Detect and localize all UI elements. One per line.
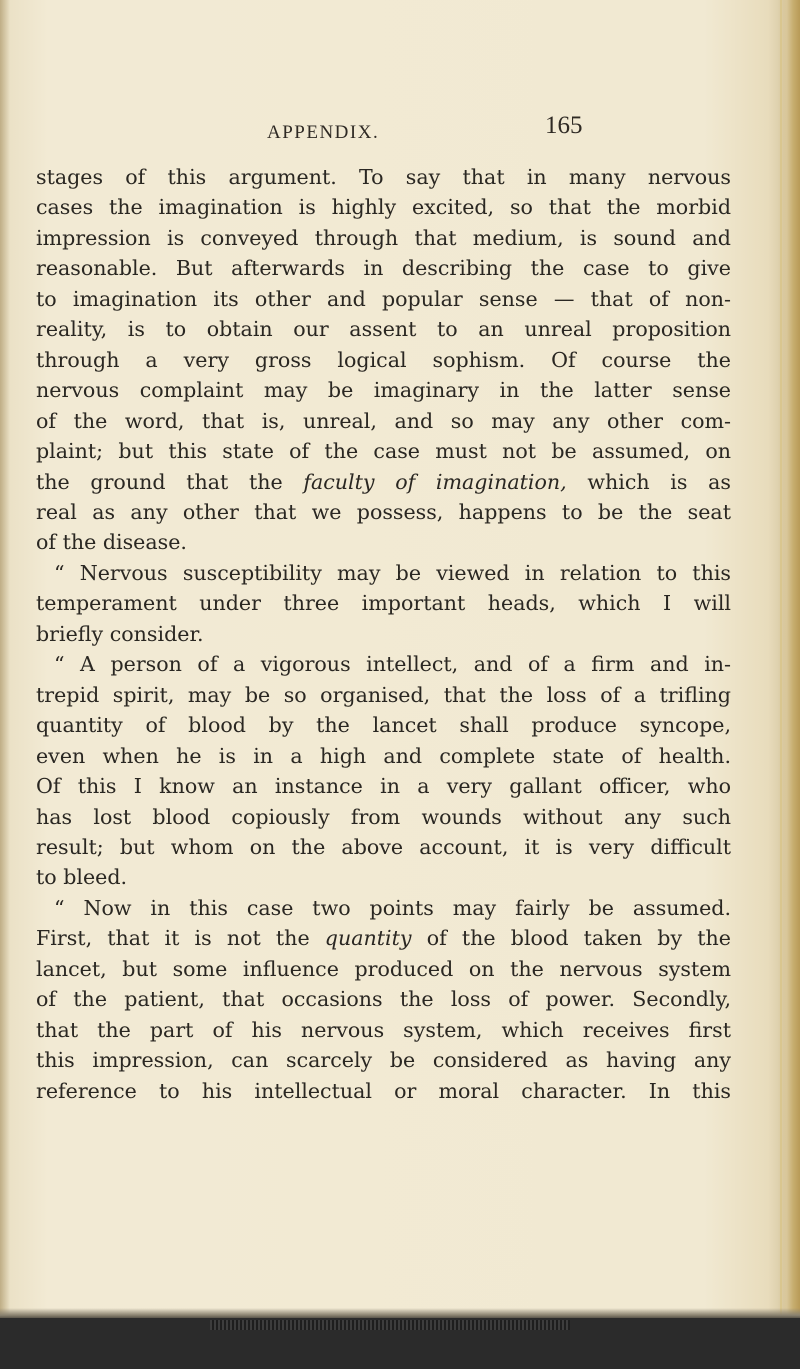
text-line: Of this I know an instance in a very gallant officer, who	[36, 774, 731, 799]
text-run: which is as	[566, 469, 731, 494]
text-line: reality, is to obtain our assent to an unreal proposition	[36, 317, 731, 342]
text-run: First, that it is not the	[36, 926, 325, 951]
text-line: of the patient, that occasions the loss of power. Secondly,	[36, 987, 731, 1012]
italic-phrase: faculty of imagination,	[303, 469, 567, 494]
text-line: has lost blood copiously from wounds without any such	[36, 804, 731, 829]
scan-bottom-grain	[210, 1320, 570, 1330]
text-line: even when he is in a high and complete state of health.	[36, 743, 731, 768]
text-line: quantity of blood by the lancet shall produce syncope,	[36, 713, 731, 738]
text-line: of the word, that is, unreal, and so may any other com-	[36, 408, 731, 433]
text-run: the ground that the	[36, 469, 304, 494]
text-line: stages of this argument. To say that in many nervous	[36, 165, 731, 189]
text-line: plaint; but this state of the case must not be assumed, on	[36, 439, 731, 464]
text-line: reference to his intellectual or moral character. In this	[36, 1078, 731, 1103]
page-header	[0, 112, 800, 152]
text-line: briefly consider.	[36, 621, 204, 646]
text-line: “ Nervous susceptibility may be viewed in relation to this	[54, 560, 731, 585]
text-line: this impression, can scarcely be considered as having any	[36, 1048, 731, 1073]
text-line: that the part of his nervous system, which receives first	[36, 1017, 731, 1042]
text-run: of the blood taken by the	[411, 926, 731, 951]
text-line: “ A person of a vigorous intellect, and of a firm and in-	[54, 652, 731, 677]
text-line: real as any other that we possess, happens to be the seat	[36, 499, 731, 524]
italic-phrase: quantity	[324, 926, 412, 951]
text-line: result; but whom on the above account, it is very difficult	[36, 834, 731, 859]
text-line: trepid spirit, may be so organised, that the loss of a trifling	[36, 682, 731, 707]
text-line	[36, 923, 731, 953]
page-left-shadow	[0, 0, 10, 1369]
text-line: of the disease.	[36, 530, 187, 555]
text-line: “ Now in this case two points may fairly be assumed.	[54, 895, 731, 920]
text-line: nervous complaint may be imaginary in the latter sense	[36, 378, 731, 403]
text-line: cases the imagination is highly excited, so that the morbid	[36, 195, 731, 220]
text-line: reasonable. But afterwards in describing the case to give	[36, 256, 731, 281]
text-line	[36, 467, 731, 497]
running-head: APPENDIX.	[267, 122, 380, 143]
text-line: through a very gross logical sophism. Of course the	[36, 347, 731, 372]
text-line: lancet, but some influence produced on the nervous system	[36, 956, 731, 981]
text-line: to bleed.	[36, 865, 128, 890]
text-line: to imagination its other and popular sense — that of non-	[36, 286, 731, 311]
page-right-rule	[780, 0, 782, 1330]
page-number: 165	[545, 112, 583, 139]
text-line: temperament under three important heads, which I will	[36, 591, 731, 616]
body-text	[36, 162, 731, 1106]
text-line: impression is conveyed through that medium, is sound and	[36, 225, 731, 250]
